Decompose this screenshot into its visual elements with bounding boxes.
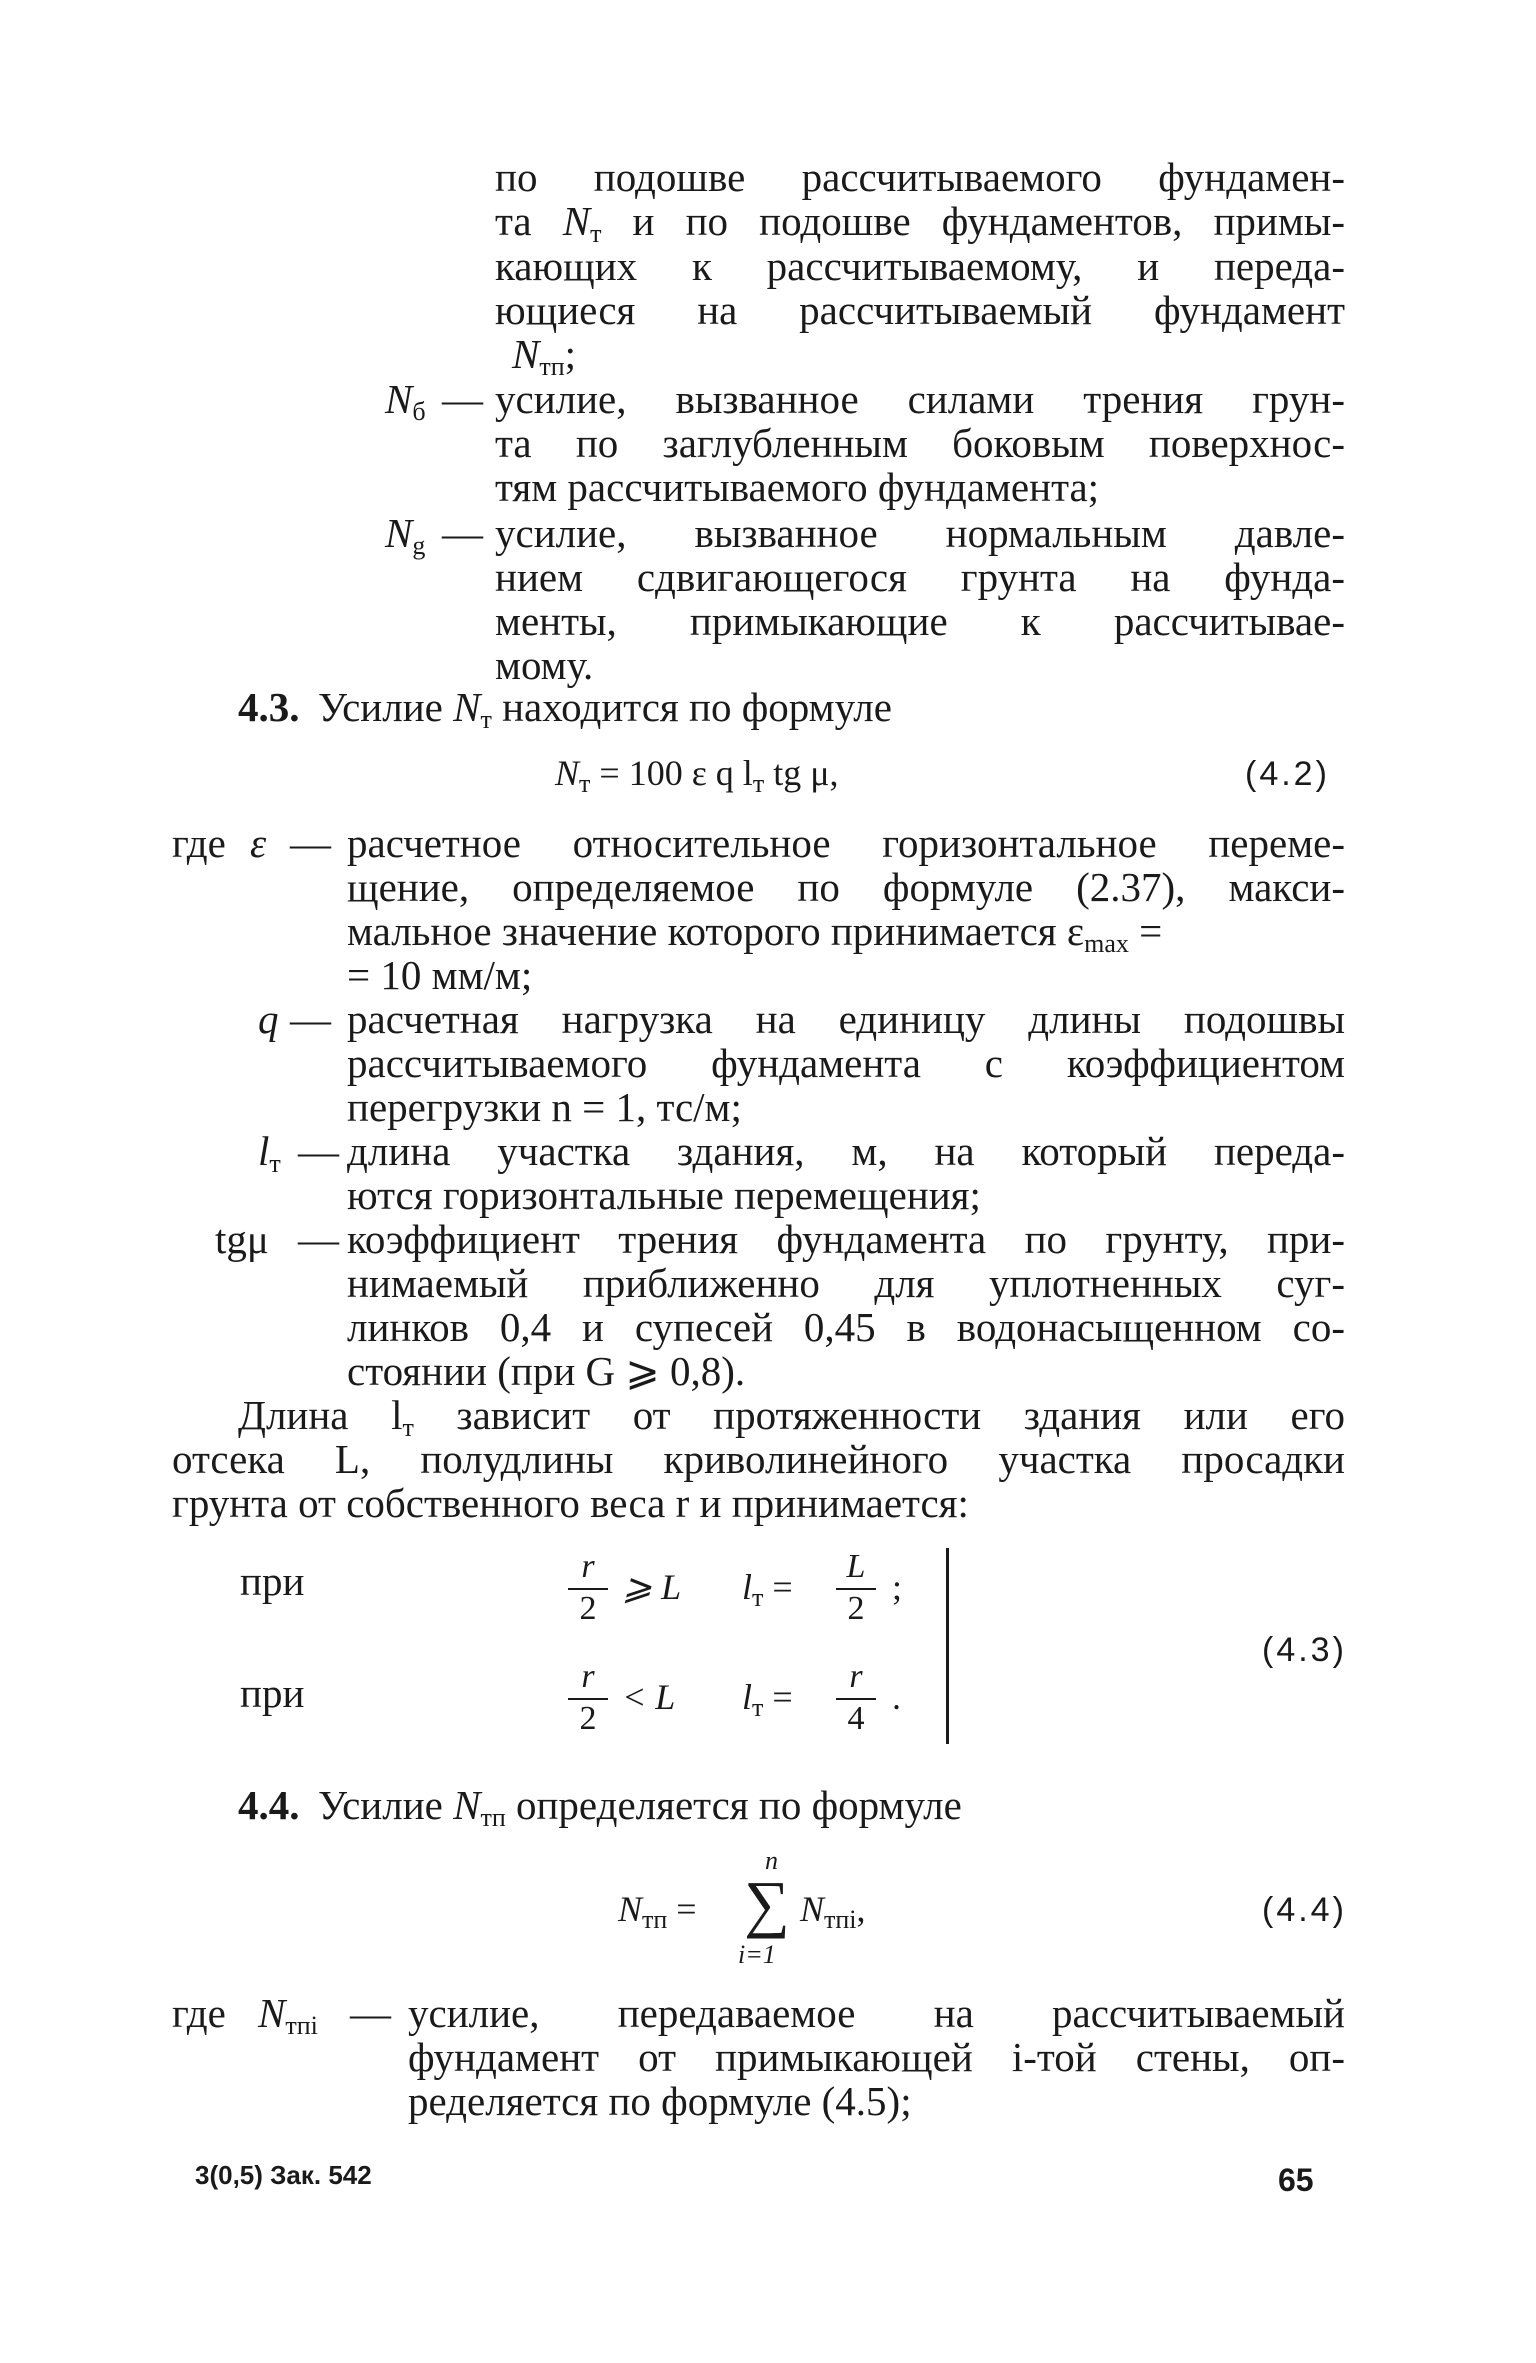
def-nb-symbol: Nб <box>385 376 426 426</box>
def-lt-symbol: lт <box>258 1128 281 1178</box>
eq43-row1-den: 2 <box>579 1590 597 1627</box>
def-ntpi-dash: — <box>350 1990 391 2036</box>
def-ng-line-4: мому. <box>495 642 594 688</box>
eq43-row2-rnum: r <box>849 1658 863 1695</box>
eq43-row1-end: ; <box>892 1567 903 1607</box>
def-ng-line-1: усилие, вызванное нормальным давле- <box>495 510 1345 556</box>
eq43-row1-num: r <box>581 1548 595 1585</box>
def-q-symbol: q <box>258 996 279 1042</box>
def-tgmu-line-3: линков 0,4 и супесей 0,45 в водонасыщенном со- <box>347 1304 1345 1350</box>
def-ng-line-2: нием сдвигающегося грунта на фунда- <box>495 554 1345 600</box>
def-nb-line-2: та по заглубленным боковым поверхнос- <box>495 420 1345 466</box>
def-eps-line-1: расчетное относительное горизонтальное переме- <box>347 820 1345 866</box>
def-eps-line-2: щение, определяемое по формуле (2.37), макси- <box>347 864 1345 910</box>
intro-line-2: та Nт и по подошве фундаментов, примы- <box>495 198 1345 248</box>
eq43-row1-lhs: lт = <box>742 1567 793 1612</box>
def-q-dash: — <box>290 996 331 1042</box>
intro-line-1: по подошве рассчитываемого фундамен- <box>495 154 1345 200</box>
para-length-line-3: грунта от собственного веса r и принимается: <box>172 1480 969 1526</box>
def-eps-line-4: = 10 мм/м; <box>347 952 533 998</box>
eq43-row1-rden: 2 <box>847 1590 865 1627</box>
sigma-upper-limit: n <box>765 1846 778 1875</box>
equation-number-4-3: (4.3) <box>1262 1631 1347 1669</box>
def-ntpi-line-1: усилие, передаваемое на рассчитываемый <box>408 1990 1345 2036</box>
eq43-row2-num: r <box>581 1658 595 1695</box>
equation-number-4-2: (4.2) <box>1245 755 1330 793</box>
intro-line-4: ющиеся на рассчитываемый фундамент <box>495 287 1345 333</box>
eq43-when-2: при <box>240 1670 305 1716</box>
def-ntpi-symbol: Nтпi <box>258 1990 318 2040</box>
eq43-when-1: при <box>240 1558 305 1604</box>
formula-4-4-lhs: Nтп = <box>618 1889 697 1934</box>
def-nb-dash: — <box>442 376 483 422</box>
def-ntpi-line-2: фундамент от примыкающей i-той стены, оп- <box>408 2034 1345 2080</box>
section-4-3-text: Усилие Nт находится по формуле <box>318 684 892 734</box>
def-eps-symbol: ε <box>250 820 267 866</box>
eq43-row2-end: . <box>892 1677 901 1717</box>
eq43-row2-rel: < L <box>622 1677 676 1717</box>
para-length-line-1: Длина lт зависит от протяженности здания или его <box>238 1392 1345 1442</box>
eq43-row1-rel: ⩾ L <box>622 1567 682 1607</box>
section-4-3-number: 4.3. <box>238 684 300 730</box>
def-lt-line-2: ются горизонтальные перемещения; <box>347 1172 981 1218</box>
eq43-row2-den: 2 <box>579 1700 597 1737</box>
eq43-row1-rnum: L <box>846 1548 866 1585</box>
def-tgmu-line-4: стоянии (при G ⩾ 0,8). <box>347 1348 746 1394</box>
def-ng-line-3: менты, примыкающие к рассчитывае- <box>495 598 1345 644</box>
section-4-4-text: Усилие Nтп определяется по формуле <box>318 1782 962 1832</box>
page-number: 65 <box>1278 2162 1314 2198</box>
def-q-line-1: расчетная нагрузка на единицу длины подошвы <box>347 996 1345 1042</box>
def-ng-dash: — <box>442 510 483 556</box>
para-length-line-2: отсека L, полудлины криволинейного участка просадки <box>172 1436 1345 1482</box>
def-tgmu-dash: — <box>298 1216 339 1262</box>
eq43-right-brace <box>940 1548 949 1744</box>
where-label-1: где <box>172 820 226 866</box>
eq43-row2-lhs: lт = <box>742 1677 793 1722</box>
def-tgmu-line-1: коэффициент трения фундамента по грунту, при- <box>347 1216 1345 1262</box>
formula-4-2: Nт = 100 ε q lт tg μ, <box>555 753 839 798</box>
def-tgmu-symbol: tgμ <box>215 1216 269 1262</box>
def-q-line-3: перегрузки n = 1, тс/м; <box>347 1084 742 1130</box>
def-lt-line-1: длина участка здания, м, на который переда- <box>347 1128 1345 1174</box>
def-tgmu-line-2: нимаемый приближенно для уплотненных суг- <box>347 1260 1345 1306</box>
where-label-2: где <box>172 1990 226 2036</box>
def-q-line-2: рассчитываемого фундамента с коэффициентом <box>347 1040 1345 1086</box>
formula-4-4-summand: Nтпi, <box>800 1889 866 1934</box>
footer-imprint: 3(0,5) Зак. 542 <box>195 2160 372 2190</box>
section-4-4-number: 4.4. <box>238 1782 300 1828</box>
sigma-icon: ∑ <box>744 1868 790 1939</box>
intro-line-5: Nтп; <box>512 331 577 381</box>
eq43-row2-rden: 4 <box>847 1700 865 1737</box>
def-eps-dash: — <box>290 820 331 866</box>
def-ng-symbol: Ng <box>385 510 426 560</box>
intro-line-3: кающих к рассчитываемому, и переда- <box>495 243 1345 289</box>
def-nb-line-3: тям рассчитываемого фундамента; <box>495 464 1100 510</box>
def-lt-dash: — <box>298 1128 339 1174</box>
def-ntpi-line-3: ределяется по формуле (4.5); <box>408 2078 912 2124</box>
def-nb-line-1: усилие, вызванное силами трения грун- <box>495 376 1345 422</box>
sigma-lower-limit: i=1 <box>738 1940 776 1969</box>
def-eps-line-3: мальное значение которого принимается εmax = <box>347 908 1163 958</box>
equation-number-4-4: (4.4) <box>1262 1891 1347 1929</box>
